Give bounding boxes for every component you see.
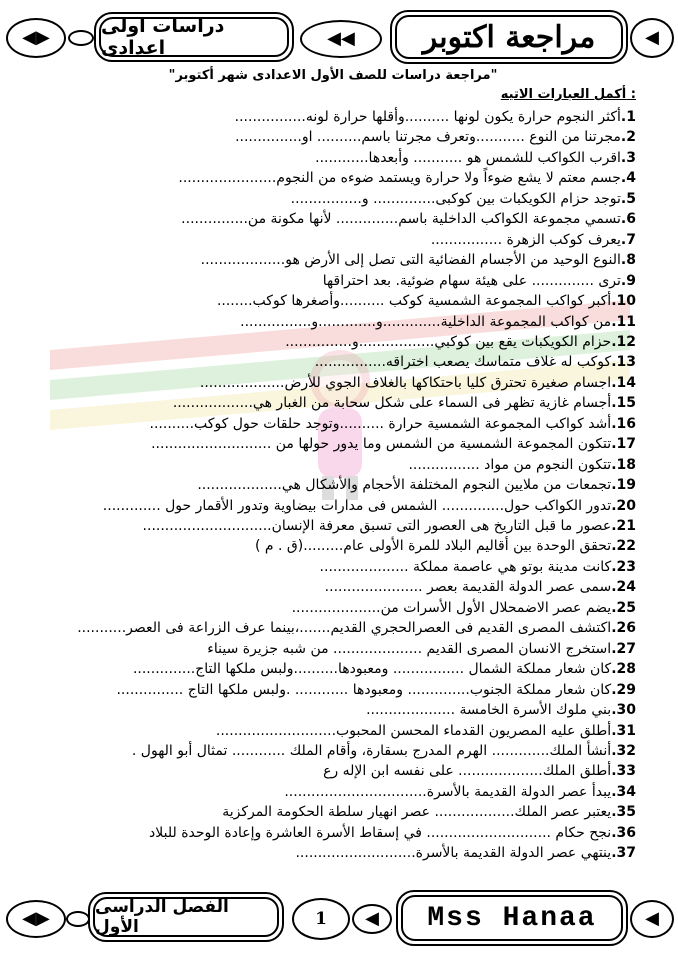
question-number: 18. xyxy=(611,456,636,473)
question-item xyxy=(285,333,636,352)
question-text: يبدأ عصر الدولة القديمة بالأسرة................................ xyxy=(284,783,612,800)
worksheet-title: "مراجعة دراسات للصف الأول الاعدادى شهر أكتوبر" xyxy=(168,68,498,83)
center-arrow-ornament xyxy=(352,904,392,934)
question-number: 34. xyxy=(611,783,636,800)
question-item xyxy=(295,844,636,863)
term-title: الفصل الدراسى الأول xyxy=(95,897,229,937)
question-item xyxy=(181,210,636,229)
question-item xyxy=(366,701,636,720)
question-item xyxy=(325,578,636,597)
question-number: 17. xyxy=(611,436,636,453)
teacher-banner xyxy=(396,890,628,946)
question-item xyxy=(201,251,636,270)
arrow-left-icon: ◀ xyxy=(645,908,659,929)
question-item xyxy=(132,742,636,761)
question-text: نجح حكام ............................ في إسقاط الأسرة العاشرة وإعادة الوحدة للبلاد xyxy=(149,824,612,841)
question-text: اجسام صغيرة تحترق كليا باحتكاكها بالغلاف الجوي للأرض................... xyxy=(199,374,612,391)
question-item xyxy=(222,803,636,822)
question-text: يعتبر عصر الملك.................. عصر انهيار سلطة الحكومة المركزية xyxy=(222,804,612,821)
question-item xyxy=(133,660,636,679)
question-number: 25. xyxy=(611,599,636,616)
question-text: كانت مدينة بوتو هي عاصمة مملكة .................... xyxy=(319,558,612,575)
question-number: 37. xyxy=(611,845,636,862)
question-text: استخرج الانسان المصرى القديم .................... من شبه جزيرة سيناء xyxy=(207,640,612,657)
question-text: تتكون النجوم من مواد ................ xyxy=(408,456,612,473)
question-text: من كواكب المجموعة الداخلية.............و.............و................ xyxy=(240,313,612,330)
question-item xyxy=(235,108,636,127)
question-text: تجمعات من ملايين النجوم المختلفة الأحجام والأشكال هي................... xyxy=(197,477,612,494)
header xyxy=(0,8,678,66)
question-item xyxy=(315,353,636,372)
page-number-oval xyxy=(292,898,350,940)
question-number: 26. xyxy=(611,620,636,637)
question-number: 1. xyxy=(620,109,636,125)
question-number: 14. xyxy=(611,374,636,391)
question-item xyxy=(320,558,636,577)
question-number: 6. xyxy=(620,211,636,228)
question-item xyxy=(178,169,636,188)
question-number: 21. xyxy=(611,518,636,534)
question-number: 16. xyxy=(611,415,636,432)
question-item xyxy=(240,313,636,332)
arrow-left-icon: ◀▶ xyxy=(22,27,50,48)
question-number: 12. xyxy=(611,333,636,350)
question-number: 3. xyxy=(620,149,636,166)
question-item xyxy=(207,640,636,659)
question-number: 22. xyxy=(611,538,636,555)
question-text: أنشأ الملك............. الهرم المدرج بسقارة، وأقام الملك ............ تمثال أبو الهول . xyxy=(131,742,612,759)
question-number: 30. xyxy=(611,702,636,719)
question-number: 20. xyxy=(611,497,636,514)
subject-banner xyxy=(94,12,294,62)
question-number: 31. xyxy=(611,722,636,739)
question-item xyxy=(143,517,636,536)
arrow-left-icon: ◀ xyxy=(365,908,379,929)
connector-ornament xyxy=(66,911,90,927)
question-number: 10. xyxy=(611,293,636,310)
question-text: توجد حزام الكويكبات بين كوكبى.............. و................ xyxy=(290,190,621,207)
question-item xyxy=(200,374,636,393)
question-number: 24. xyxy=(611,579,636,596)
question-number: 29. xyxy=(611,681,636,698)
footer xyxy=(0,886,678,952)
question-number: 7. xyxy=(620,231,636,248)
question-item xyxy=(431,231,636,250)
question-text: تحقق الوحدة بين أقاليم البلاد للمرة الأولى عام.........(ق . م ) xyxy=(255,538,612,555)
question-number: 5. xyxy=(620,190,636,207)
question-number: 33. xyxy=(611,763,636,780)
page-number: 1 xyxy=(315,909,327,929)
question-text: تسمي مجموعة الكواكب الداخلية باسم.............. لأنها مكونة من............... xyxy=(181,211,621,228)
question-item xyxy=(292,599,636,618)
question-text: أطلق الملك................... على نفسه ابن الإله رع xyxy=(323,763,612,780)
question-item xyxy=(323,762,636,781)
question-item xyxy=(323,272,636,291)
section-heading: أكمل العبارات الاتيه : xyxy=(500,87,636,102)
left-arrow-ornament xyxy=(6,18,66,58)
question-number: 2. xyxy=(620,129,636,146)
question-text: سمى عصر الدولة القديمة بعصر ...................... xyxy=(324,579,612,596)
question-text: أطلق عليه المصريون القدماء المحسن المحبوب........................... xyxy=(215,722,612,739)
connector-ornament xyxy=(68,30,94,46)
question-text: أشد كواكب المجموعة الشمسية حرارة ..........وتوجد حلقات حول كوكب.......... xyxy=(149,415,612,432)
question-number: 8. xyxy=(620,252,636,269)
question-number: 32. xyxy=(611,742,636,759)
question-text: يضم عصر الاضمحلال الأول الأسرات من.................... xyxy=(291,599,612,616)
question-item xyxy=(151,435,636,454)
teacher-name: Mss Hanaa xyxy=(427,902,597,934)
question-number: 9. xyxy=(620,272,636,289)
question-text: كوكب له غلاف متماسك يصعب اختراقه................ xyxy=(314,354,612,371)
question-item xyxy=(217,292,636,311)
arrow-left-icon: ◀ xyxy=(645,27,659,48)
question-item xyxy=(408,456,636,475)
question-number: 23. xyxy=(611,558,636,575)
question-text: ترى .............. على هيئة سهام ضوئية. بعد احتراقها xyxy=(322,272,621,289)
question-item xyxy=(291,190,636,209)
arrow-left-icon: ◀▶ xyxy=(22,908,50,929)
question-item xyxy=(150,415,636,434)
question-number: 11. xyxy=(611,313,636,330)
question-text: اقرب الكواكب للشمس هو ........... وأبعدها............ xyxy=(315,149,621,166)
question-number: 28. xyxy=(611,661,636,678)
question-number: 4. xyxy=(620,170,636,187)
question-text: بني ملوك الأسرة الخامسة .................... xyxy=(366,702,612,719)
question-text: اكتشف المصرى القديم فى العصرالحجري القديم.......،بينما عرف الزراعة فى العصر........... xyxy=(77,620,612,637)
question-text: جسم معتم لا يشع ضوءاً ولا حرارة ويستمد ضوءه من النجوم...................... xyxy=(178,170,621,187)
left-arrow-ornament xyxy=(6,900,66,938)
term-banner xyxy=(88,892,284,942)
double-arrow-icon: ◀◀ xyxy=(327,28,355,49)
question-text: عصور ما قبل التاريخ هى العصور التى تسبق معرفة الإنسان............................. xyxy=(142,518,612,534)
question-item xyxy=(315,149,636,168)
question-item xyxy=(103,497,636,516)
question-text: حزام الكويكبات يقع بين كوكبي.................و............... xyxy=(285,333,612,350)
question-item xyxy=(235,128,636,147)
worksheet-content xyxy=(30,66,636,882)
question-text: أجسام غازية تظهر فى السماء على شكل سحابة من الغبار هي.................. xyxy=(172,395,612,412)
question-text: يعرف كوكب الزهرة ................ xyxy=(430,231,621,248)
question-number: 36. xyxy=(611,824,636,841)
question-item xyxy=(173,394,636,413)
question-item xyxy=(255,537,636,556)
right-arrow-ornament xyxy=(630,900,674,938)
question-text: أكثر النجوم حرارة يكون لونها ..........وأقلها حرارة لونه................ xyxy=(234,109,621,125)
question-number: 35. xyxy=(611,804,636,821)
question-number: 15. xyxy=(611,395,636,412)
question-text: مجرتنا من النوع ...........وتعرف مجرتنا باسم.......... او............... xyxy=(235,129,621,146)
center-arrow-ornament xyxy=(300,20,382,58)
question-number: 19. xyxy=(611,477,636,494)
right-arrow-ornament xyxy=(630,18,674,58)
question-text: النوع الوحيد من الأجسام الفضائية التى تصل إلى الأرض هو................... xyxy=(200,252,621,269)
question-text: ينتهي عصر الدولة القديمة بالأسرة........................... xyxy=(295,845,612,862)
question-number: 13. xyxy=(611,354,636,371)
question-number: 27. xyxy=(611,640,636,657)
question-item xyxy=(149,824,636,843)
question-item xyxy=(77,619,636,638)
question-item xyxy=(216,722,636,741)
question-text: تتكون المجموعة الشمسية من الشمس وما يدور حولها من ........................... xyxy=(151,436,612,453)
question-item xyxy=(284,783,636,802)
review-title: مراجعة اكتوبر xyxy=(422,19,596,55)
question-text: تدور الكواكب حول.............. الشمس فى مدارات بيضاوية وتدور الأقمار حول ............. xyxy=(102,497,612,514)
review-banner xyxy=(390,10,628,64)
subject-title: دراسات اولى اعدادى xyxy=(101,15,225,59)
question-item xyxy=(116,681,636,700)
question-text: كان شعار مملكة الجنوب.............. ومعبودها ............ .ولبس ملكها التاج ............... xyxy=(116,681,612,698)
question-item xyxy=(197,476,636,495)
question-text: أكبر كواكب المجموعة الشمسية كوكب ..........وأصغرها كوكب........ xyxy=(216,293,612,310)
question-text: كان شعار مملكة الشمال ................ ومعبودها..........ولبس ملكها التاج.............. xyxy=(132,661,612,678)
